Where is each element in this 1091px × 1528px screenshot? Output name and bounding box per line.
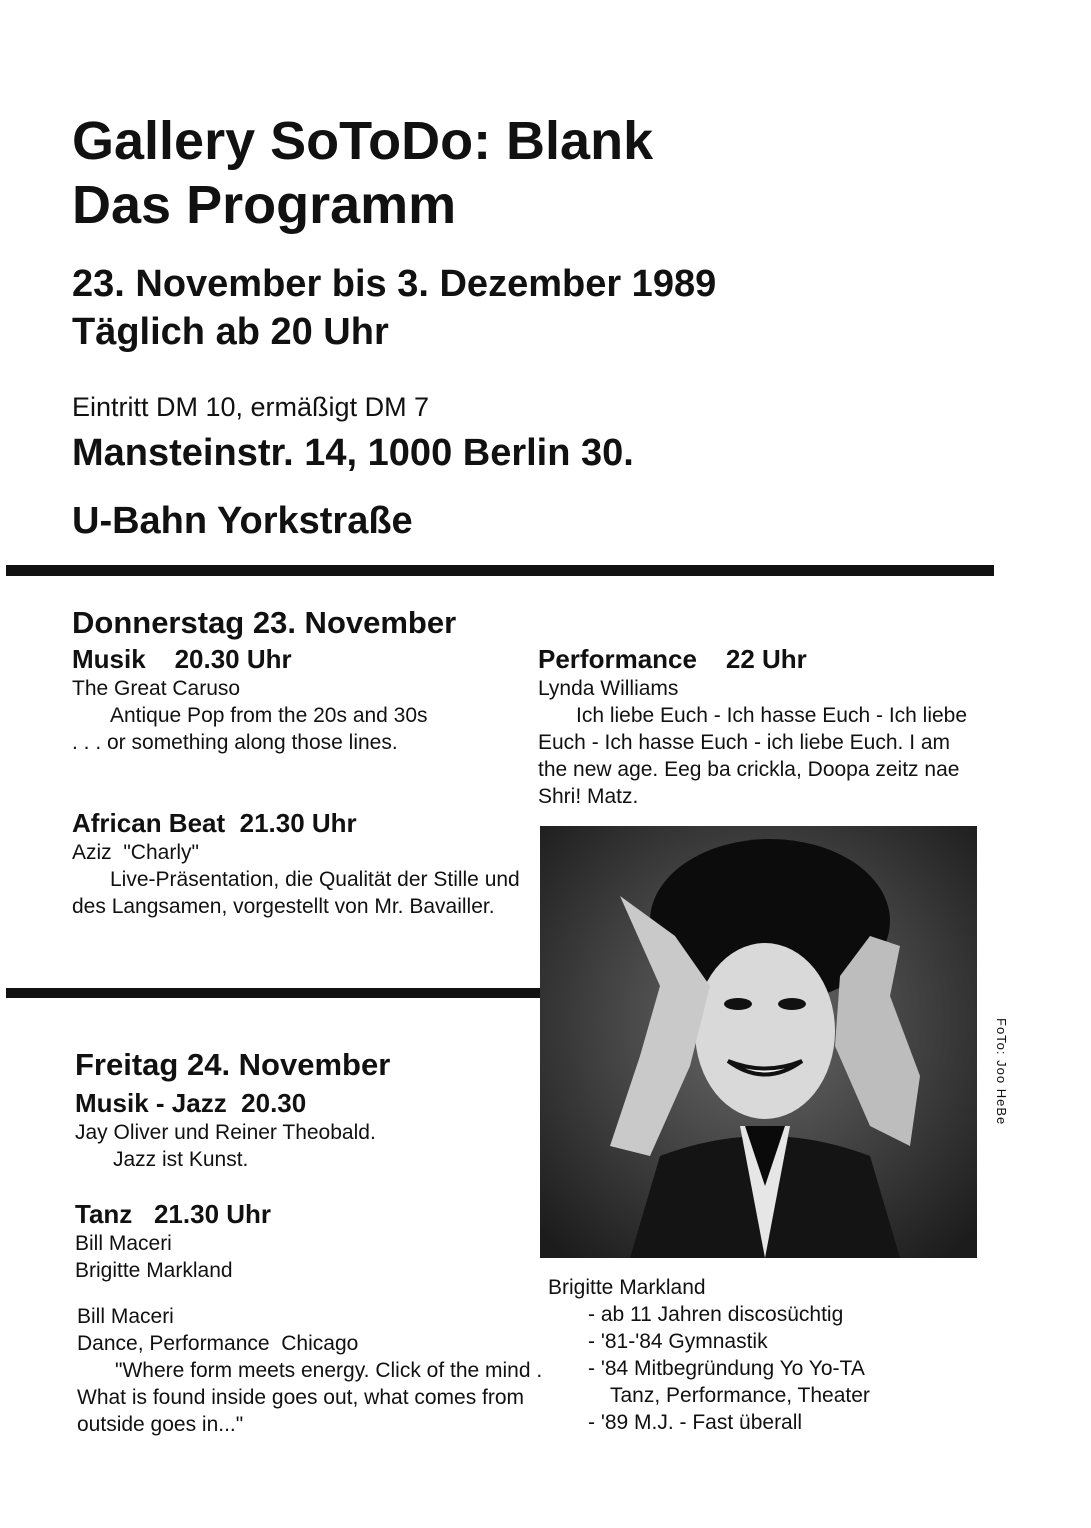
- tanz-heading: Tanz 21.30 Uhr: [75, 1199, 272, 1229]
- tanz-artist-2: Brigitte Markland: [75, 1259, 233, 1282]
- friday-heading: Freitag 24. November: [75, 1047, 391, 1082]
- tanz-artist-1: Bill Maceri: [75, 1232, 172, 1255]
- african-desc: Live-Präsentation, die Qualität der Stille und des Langsamen, vorgestellt von Mr. Bavailler.: [72, 868, 520, 918]
- jazz-artist: Jay Oliver und Reiner Theobald.: [75, 1121, 376, 1144]
- bill-name: Bill Maceri: [77, 1305, 174, 1328]
- musik-artist: The Great Caruso: [72, 677, 241, 700]
- performance-heading: Performance 22 Uhr: [538, 644, 807, 674]
- brigitte-bio: [548, 1274, 978, 1436]
- jazz-event: [75, 1088, 525, 1173]
- performance-event: [538, 644, 983, 810]
- bill-role: Dance, Performance Chicago: [77, 1332, 359, 1355]
- address: Mansteinstr. 14, 1000 Berlin 30.: [72, 432, 634, 474]
- jazz-desc: Jazz ist Kunst.: [113, 1148, 249, 1171]
- brigitte-name: Brigitte Markland: [548, 1276, 706, 1299]
- performance-desc: Ich liebe Euch - Ich hasse Euch - Ich liebe Euch - Ich hasse Euch - ich liebe Euch. I am the new age. Eeg ba crickla, Doopa zeitz nae Shri! Matz.: [538, 704, 968, 808]
- brigitte-item: - '89 M.J. - Fast überall: [588, 1411, 803, 1434]
- performer-photo: [540, 826, 977, 1258]
- african-event: [72, 808, 522, 920]
- brigitte-item: - '84 Mitbegründung Yo Yo-TA: [588, 1357, 865, 1380]
- entry-price: Eintritt DM 10, ermäßigt DM 7: [72, 392, 430, 422]
- jazz-heading: Musik - Jazz 20.30: [75, 1088, 307, 1118]
- performance-artist: Lynda Williams: [538, 677, 679, 700]
- top-divider: [6, 565, 994, 576]
- date-range: 23. November bis 3. Dezember 1989: [72, 263, 717, 305]
- middle-divider: [6, 988, 540, 998]
- performer-photo-graphic: [540, 826, 977, 1258]
- brigitte-item: - '81-'84 Gymnastik: [588, 1330, 768, 1353]
- bill-quote: "Where form meets energy. Click of the mind . What is found inside goes out, what comes from outside goes in...": [77, 1359, 543, 1436]
- musik-heading: Musik 20.30 Uhr: [72, 644, 292, 674]
- photo-credit: FoTo: Joo HeBe: [994, 1018, 1009, 1126]
- brigitte-item: - ab 11 Jahren discosüchtig: [588, 1303, 844, 1326]
- musik-desc: Antique Pop from the 20s and 30s . . . or something along those lines.: [72, 704, 428, 754]
- page-subtitle: Das Programm: [72, 175, 457, 235]
- bill-bio: [77, 1303, 549, 1438]
- page-title: Gallery SoToDo: Blank: [72, 111, 654, 171]
- brigitte-item: Tanz, Performance, Theater: [610, 1384, 870, 1407]
- tanz-event: [75, 1199, 525, 1284]
- african-heading: African Beat 21.30 Uhr: [72, 808, 357, 838]
- thursday-heading: Donnerstag 23. November: [72, 605, 457, 640]
- daily-time: Täglich ab 20 Uhr: [72, 311, 389, 353]
- ubahn-station: U-Bahn Yorkstraße: [72, 500, 413, 542]
- african-artist: Aziz "Charly": [72, 841, 199, 864]
- musik-event: [72, 644, 542, 756]
